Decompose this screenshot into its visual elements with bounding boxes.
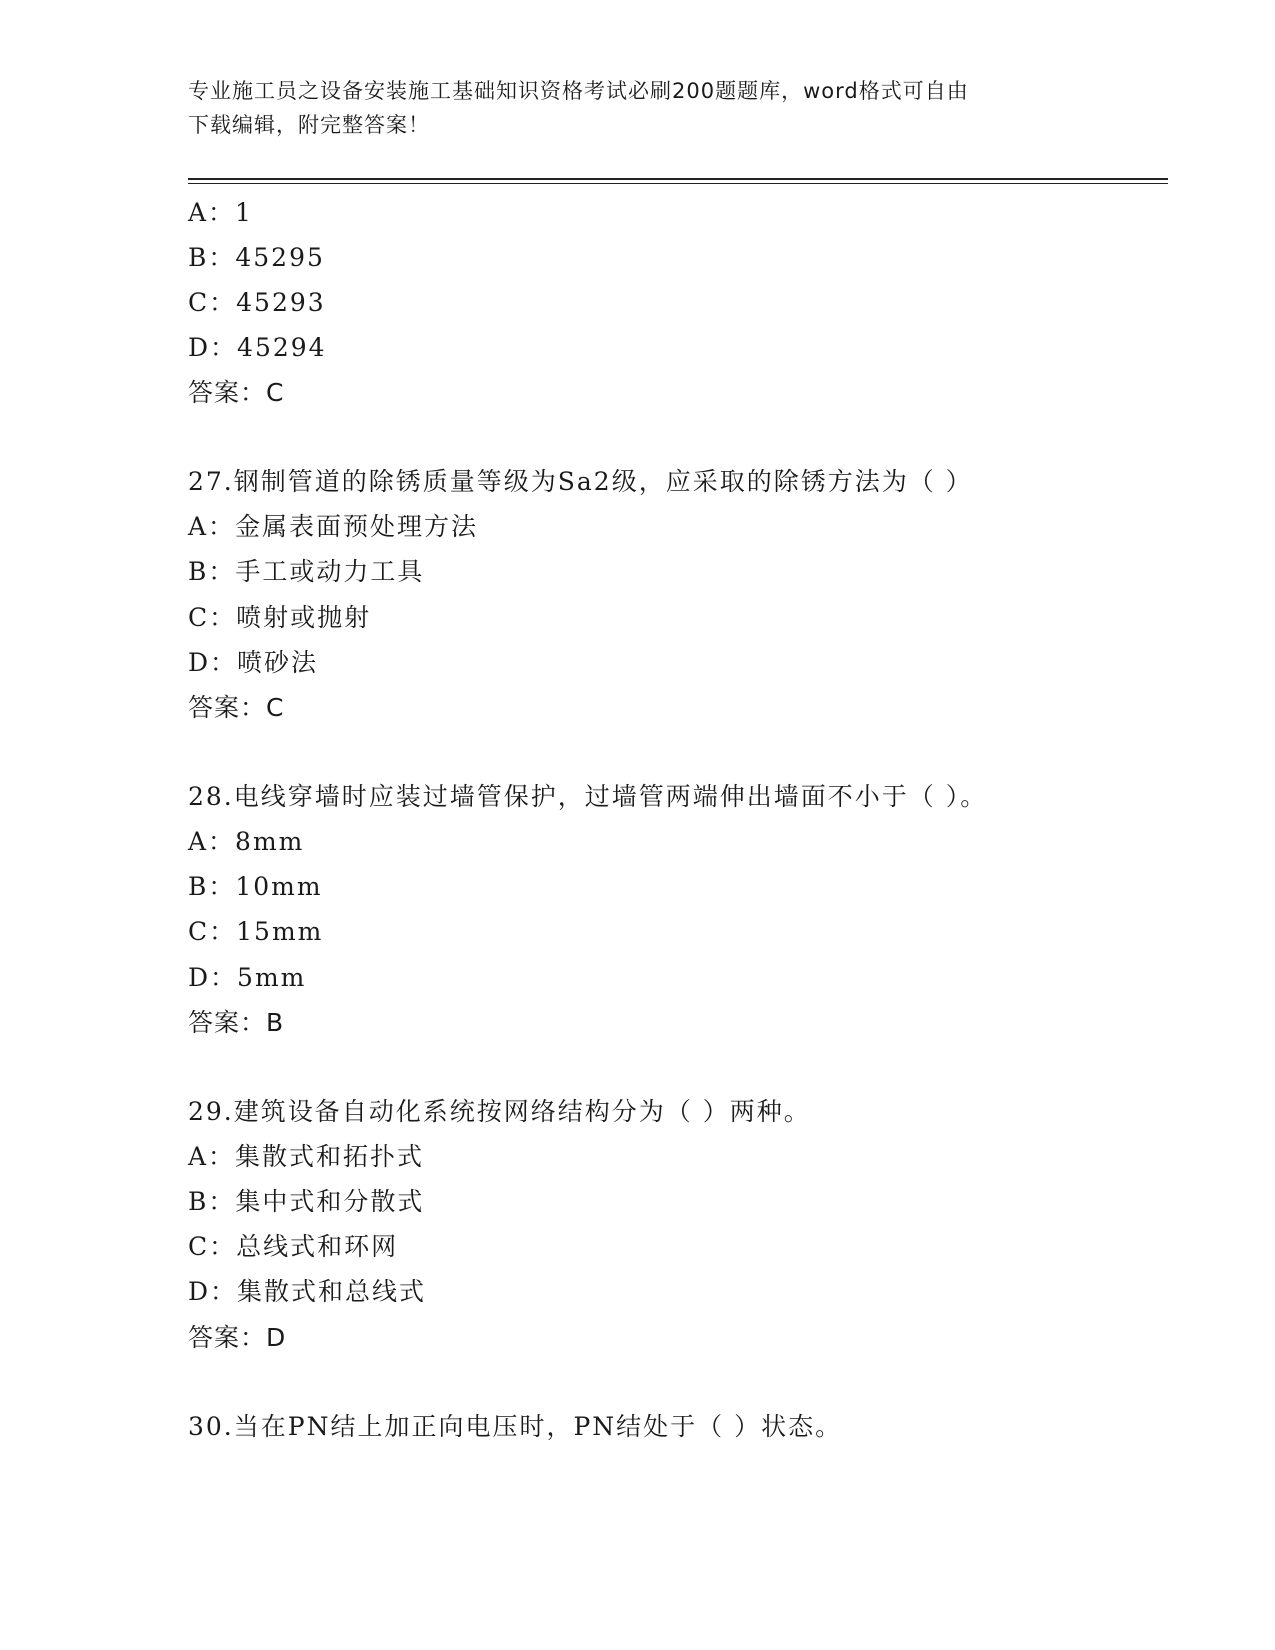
q26-option-a: A：1 (188, 198, 253, 227)
document-header (188, 74, 1088, 142)
q26-answer: 答案：C (188, 378, 285, 407)
q26-option-b: B：45295 (188, 243, 325, 272)
q28-option-a: A：8mm (188, 827, 305, 856)
q29-question: 29.建筑设备自动化系统按网络结构分为（ ）两种。 (188, 1097, 811, 1126)
q29-option-b: B：集中式和分散式 (188, 1187, 425, 1216)
q28-answer: 答案：B (188, 1008, 285, 1037)
q30-question: 30.当在PN结上加正向电压时，PN结处于（ ）状态。 (188, 1412, 843, 1441)
q28-option-b: B：10mm (188, 872, 323, 901)
q27-option-d: D：喷砂法 (188, 648, 319, 677)
q27-option-a: A：金属表面预处理方法 (188, 512, 479, 541)
q29-option-d: D：集散式和总线式 (188, 1277, 427, 1306)
header-divider-thick (188, 178, 1168, 180)
q29-option-c: C：总线式和环网 (188, 1232, 399, 1261)
q28-option-d: D：5mm (188, 963, 307, 992)
q28-option-c: C：15mm (188, 917, 324, 946)
q28-question: 28.电线穿墙时应装过墙管保护，过墙管两端伸出墙面不小于（ ）。 (188, 782, 988, 811)
q26-option-c: C：45293 (188, 288, 326, 317)
q26-option-d: D：45294 (188, 333, 327, 362)
q27-option-b: B：手工或动力工具 (188, 557, 425, 586)
q27-answer: 答案：C (188, 693, 285, 722)
q27-question: 27.钢制管道的除锈质量等级为Sa2级，应采取的除锈方法为（ ） (188, 467, 973, 496)
q29-option-a: A：集散式和拓扑式 (188, 1142, 425, 1171)
header-line-2: 下载编辑，附完整答案！ (188, 113, 430, 137)
q29-answer: 答案：D (188, 1323, 287, 1352)
q27-option-c: C：喷射或抛射 (188, 603, 372, 632)
header-line-1: 专业施工员之设备安装施工基础知识资格考试必刷200题题库，word格式可自由 (188, 79, 969, 103)
header-divider-thin (188, 183, 1168, 184)
